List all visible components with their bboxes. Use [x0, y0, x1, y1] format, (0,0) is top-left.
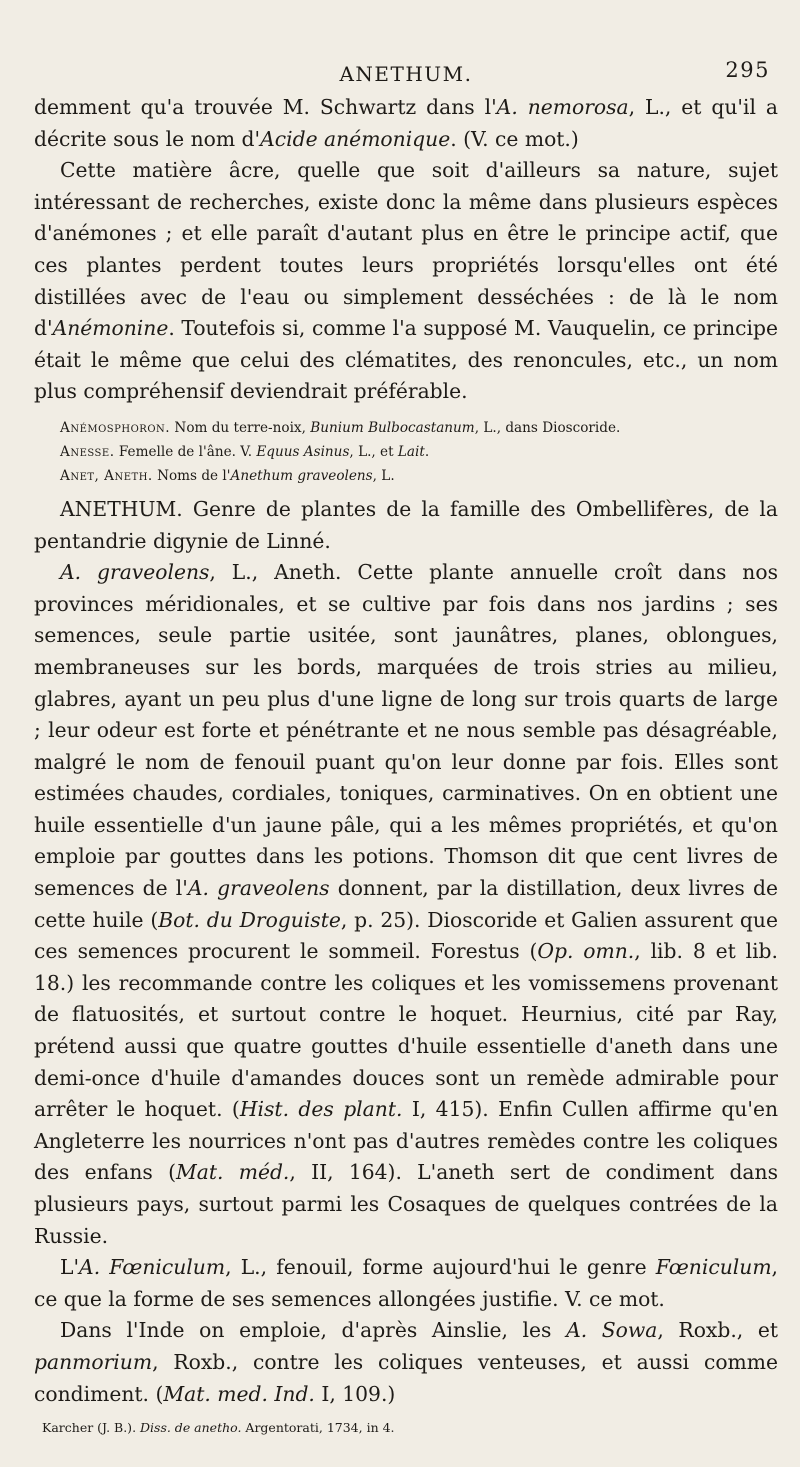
species-name: panmorium [34, 1349, 153, 1374]
text-run: , L., dans Dioscoride. [474, 419, 621, 436]
entry-headword: Anémosphoron. [60, 419, 171, 436]
text-run: , L., et qu'il a décrite sous le nom d' [34, 95, 778, 151]
text-run: , II, 164). L'aneth sert de condiment dans plusieurs pays, surtout parmi les Cosaques de quelques contrées de la Russie. [34, 1160, 778, 1248]
species-name: Anethum graveolens [230, 467, 373, 484]
minor-entries [60, 416, 778, 488]
entry-headword: Anesse. [60, 443, 115, 460]
footnote-bibliography [34, 1418, 778, 1438]
text-run: , p. 25). Dioscoride et Galien assurent que ces semences procurent le sommeil. Forestus ( [34, 907, 778, 964]
entry-anesse [60, 440, 778, 464]
main-text [34, 92, 778, 1410]
species-name: A. nemorosa [496, 95, 629, 119]
running-head-title: ANETHUM. [339, 62, 473, 86]
citation-title: Hist. des plant. [239, 1097, 403, 1122]
citation-title: Diss. de anetho. [140, 1420, 242, 1436]
term-name: Acide anémonique [260, 126, 451, 151]
species-name: A. graveolens [187, 876, 330, 901]
text-run: Karcher (J. B.). [42, 1420, 141, 1436]
paragraph-inde [34, 1315, 778, 1410]
article-headword: ANETHUM. [60, 496, 183, 521]
genus-name: Fœniculum [655, 1255, 772, 1280]
entry-anet [60, 464, 778, 488]
entry-headword: Anet, Aneth. [60, 467, 153, 484]
species-name: Equus Asinus [256, 443, 350, 460]
text-run: , Roxb., contre les coliques venteuses, et aussi comme condiment. ( [34, 1349, 778, 1406]
text-run: . Toutefois si, comme l'a supposé M. Vauquelin, ce principe était le même que celui des clématites, des renoncules, etc., un nom plus compréhensif deviendrait préférable. [34, 316, 778, 404]
text-run: Genre de plantes de la famille des Ombellifères, de la pentandrie digynie de Linné. [34, 496, 778, 553]
species-name: A. graveolens [60, 560, 210, 585]
running-head [34, 58, 778, 92]
text-run: , L. [372, 467, 395, 484]
text-run: . [424, 443, 430, 460]
text-run: , ce que la forme de ses semences allongées justifie. V. ce mot. [34, 1255, 778, 1311]
paragraph-graveolens [34, 557, 778, 1252]
entry-anemosphoron [60, 416, 778, 440]
text-run: Femelle de l'âne. V. [114, 443, 257, 460]
species-name: Bunium Bulbocastanum [310, 419, 475, 436]
text-run: Dans l'Inde on emploie, d'après Ainslie, les [60, 1318, 567, 1343]
text-run: L' [60, 1255, 80, 1280]
paragraph-anemonine [34, 155, 778, 408]
text-run: donnent, par la distillation, deux livres de cette huile ( [34, 876, 778, 932]
citation-title: Mat. med. Ind. [163, 1381, 315, 1406]
species-name: A. Sowa [566, 1318, 658, 1343]
text-run: , lib. 8 et lib. 18.) les recommande contre les coliques et les vomissemens provenant de flatuosités, et surtout contre le hoquet. Heurnius, cité par Ray, prétend aussi que quatre gouttes d'huile essentielle d'aneth dans une demi-once d'huile d'amandes douces sont un remède admirable pour arrêter le hoquet. ( [34, 939, 778, 1122]
text-run: , L., fenouil, forme aujourd'hui le genre [225, 1255, 656, 1280]
paragraph-foeniculum [34, 1252, 778, 1315]
text-run: , L., Aneth. Cette plante annuelle croît dans nos provinces méridionales, et se cultive par fois dans nos jardins ; ses semences, seule partie usitée, sont jaunâtres, planes, oblongues, membraneuses sur les bords, marquées de trois stries au milieu, glabres, ayant un peu plus d'une ligne de long sur trois quarts de large ; leur odeur est forte et pénétrante et ne nous semble pas désagréable, malgré le nom de fenouil puant qu'on leur donne par fois. Elles sont estimées chaudes, cordiales, toniques, carminatives. On en obtient une huile essentielle d'un jaune pâle, qui a les mêmes propriétés, et qu'on emploie par gouttes dans les potions. Thomson dit que cent livres de semences de l' [34, 560, 778, 901]
cross-reference: Lait [397, 443, 425, 460]
text-run: demment qu'a trouvée M. Schwartz dans l' [34, 95, 497, 119]
text-run: . (V. ce mot.) [450, 126, 579, 151]
species-name: A. Fœniculum [79, 1255, 226, 1280]
text-run: Argentorati, 1734, in 4. [241, 1420, 395, 1436]
text-run: Nom du terre-noix, [170, 419, 311, 436]
text-run: Cette matière âcre, quelle que soit d'ailleurs sa nature, sujet intéressant de recherches, existe donc la même dans plusieurs espèces d'anémones ; et elle paraît d'autant plus en être le principe actif, que ces plantes perdent toutes leurs propriétés lorsqu'elles ont été distillées avec de l'eau ou simplement desséchées : de là le nom d' [34, 158, 778, 341]
term-name: Anémonine [52, 316, 169, 341]
citation-title: Op. omn. [537, 939, 635, 964]
text-run: I, 415). Enfin Cullen affirme qu'en Angleterre les nourrices n'ont pas d'autres remèdes contre les coliques des enfans ( [34, 1097, 779, 1185]
text-run: , Roxb., et [657, 1318, 778, 1343]
article-anethum-head [34, 494, 778, 557]
text-run: I, 109.) [314, 1381, 396, 1406]
paragraph-continuation [34, 92, 778, 155]
text-run: , L., et [349, 443, 398, 460]
text-run: Noms de l' [152, 467, 231, 484]
citation-title: Bot. du Droguiste [158, 907, 341, 932]
page-number: 295 [725, 58, 770, 82]
citation-title: Mat. méd. [175, 1160, 290, 1185]
